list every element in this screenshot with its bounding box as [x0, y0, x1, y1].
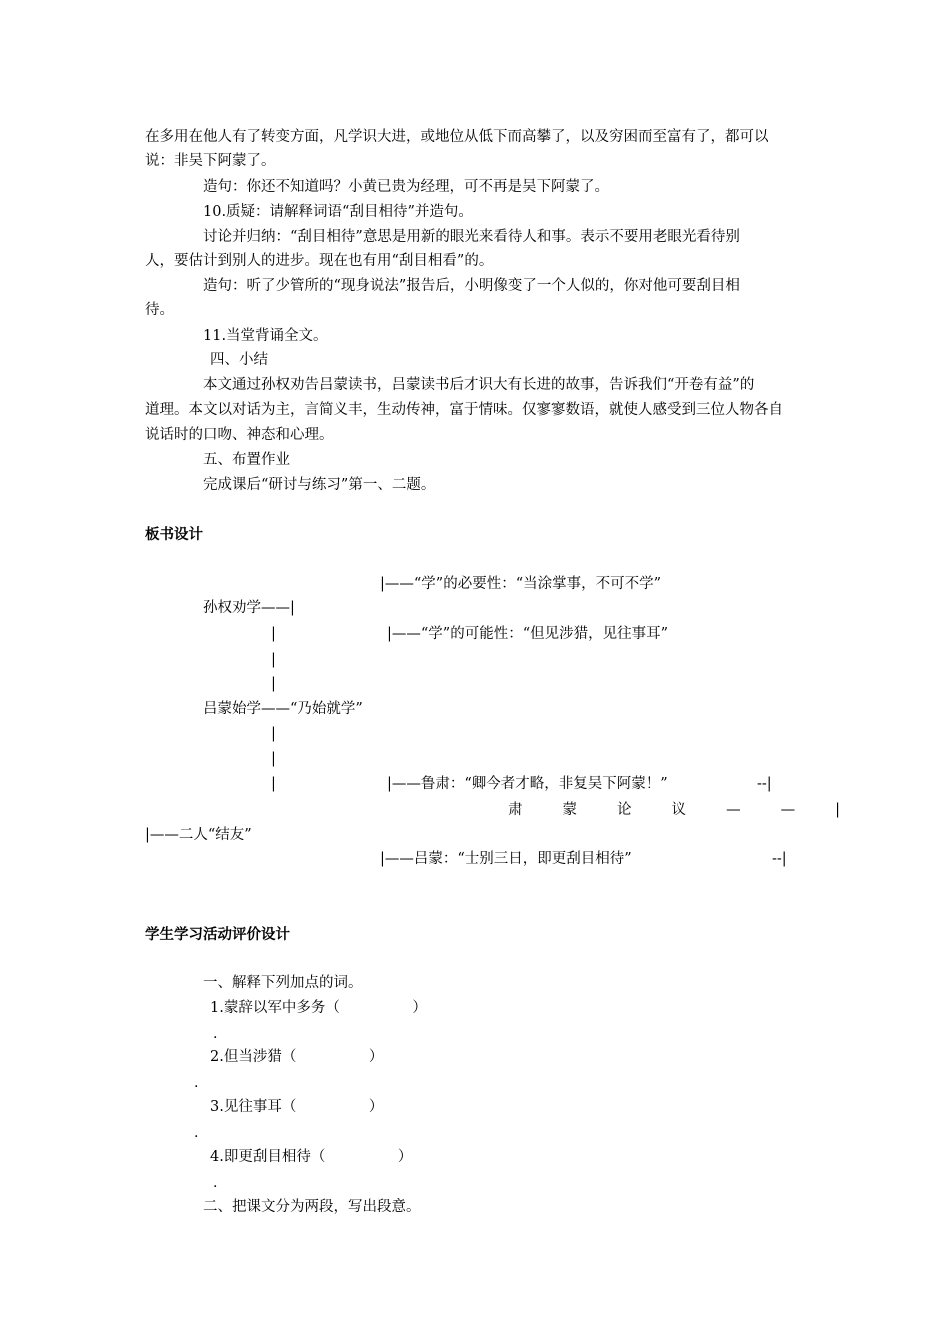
board-line: |——二人“结友”: [145, 827, 252, 843]
board-char: |: [835, 802, 840, 818]
board-char: —: [780, 802, 796, 818]
board-line: --|: [772, 851, 787, 867]
emphasis-dot: .: [194, 1125, 199, 1141]
question-heading: 二、把课文分为两段，写出段意。: [203, 1199, 421, 1215]
paragraph-line: 造句：你还不知道吗？小黄已贵为经理，可不再是吴下阿蒙了。: [203, 179, 609, 195]
board-line: |: [271, 676, 276, 692]
paragraph-line: 待。: [145, 302, 174, 318]
paragraph-line: 完成课后“研讨与练习”第一、二题。: [203, 477, 436, 493]
board-line: |: [271, 751, 276, 767]
board-line: |: [271, 776, 276, 792]
question-item: 3.见往事耳（ ）: [210, 1099, 384, 1115]
assessment-heading: 学生学习活动评价设计: [145, 927, 290, 943]
paragraph-line: 本文通过孙权劝告吕蒙读书，吕蒙读书后才识大有长进的故事，告诉我们“开卷有益”的: [203, 377, 755, 393]
paragraph-line: 说话时的口吻、神态和心理。: [145, 427, 334, 443]
board-char: —: [726, 802, 741, 818]
board-char: 蒙: [562, 802, 578, 818]
emphasis-dot: .: [213, 1175, 218, 1191]
paragraph-line: 讨论并归纳：“刮目相待”意思是用新的眼光来看待人和事。表示不要用老眼光看待别: [203, 229, 740, 245]
board-design-heading: 板书设计: [145, 527, 203, 543]
board-line: |: [271, 626, 276, 642]
question-item: 2.但当涉猎（ ）: [210, 1049, 384, 1065]
board-spread-line: [508, 800, 840, 820]
board-line: |——鲁肃：“卿今者才略，非复吴下阿蒙！”: [387, 776, 668, 792]
board-char: 论: [617, 802, 632, 818]
paragraph-line: 道理。本文以对话为主，言简义丰，生动传神，富于情味。仅寥寥数语，就使人感受到三位人物各自: [145, 402, 783, 418]
board-char: 肃: [508, 802, 523, 818]
board-line: |——“学”的可能性：“但见涉猎，见往事耳”: [387, 626, 669, 642]
paragraph-line: 人，要估计到别人的进步。现在也有用“刮目相看”的。: [145, 253, 494, 269]
board-line: |——吕蒙：“士别三日，即更刮目相待”: [380, 851, 632, 867]
board-line: |: [271, 652, 276, 668]
section-heading-homework: 五、布置作业: [203, 452, 290, 468]
question-item: 4.即更刮目相待（ ）: [210, 1149, 413, 1165]
paragraph-line: 10.质疑：请解释词语“刮目相待”并造句。: [203, 204, 473, 220]
board-char: 议: [671, 802, 687, 818]
board-line: |: [271, 726, 276, 742]
board-line: |——“学”的必要性：“当涂掌事，不可不学”: [380, 576, 662, 592]
paragraph-line: 11.当堂背诵全文。: [203, 328, 328, 344]
paragraph-line: 说：非吴下阿蒙了。: [145, 153, 276, 169]
emphasis-dot: .: [213, 1026, 218, 1042]
paragraph-line: 在多用在他人有了转变方面，凡学识大进，或地位从低下而高攀了，以及穷困而至富有了，都可以: [145, 129, 769, 145]
section-heading-summary: 四、小结: [210, 352, 268, 368]
board-line: 孙权劝学——|: [203, 600, 295, 616]
question-heading: 一、解释下列加点的词。: [203, 975, 363, 991]
question-item: 1.蒙辞以军中多务（ ）: [210, 1000, 427, 1016]
board-line: 吕蒙始学——“乃始就学”: [203, 701, 363, 717]
emphasis-dot: .: [194, 1075, 199, 1091]
paragraph-line: 造句：听了少管所的“现身说法”报告后，小明像变了一个人似的，你对他可要刮目相: [203, 278, 740, 294]
board-line: --|: [757, 776, 772, 792]
